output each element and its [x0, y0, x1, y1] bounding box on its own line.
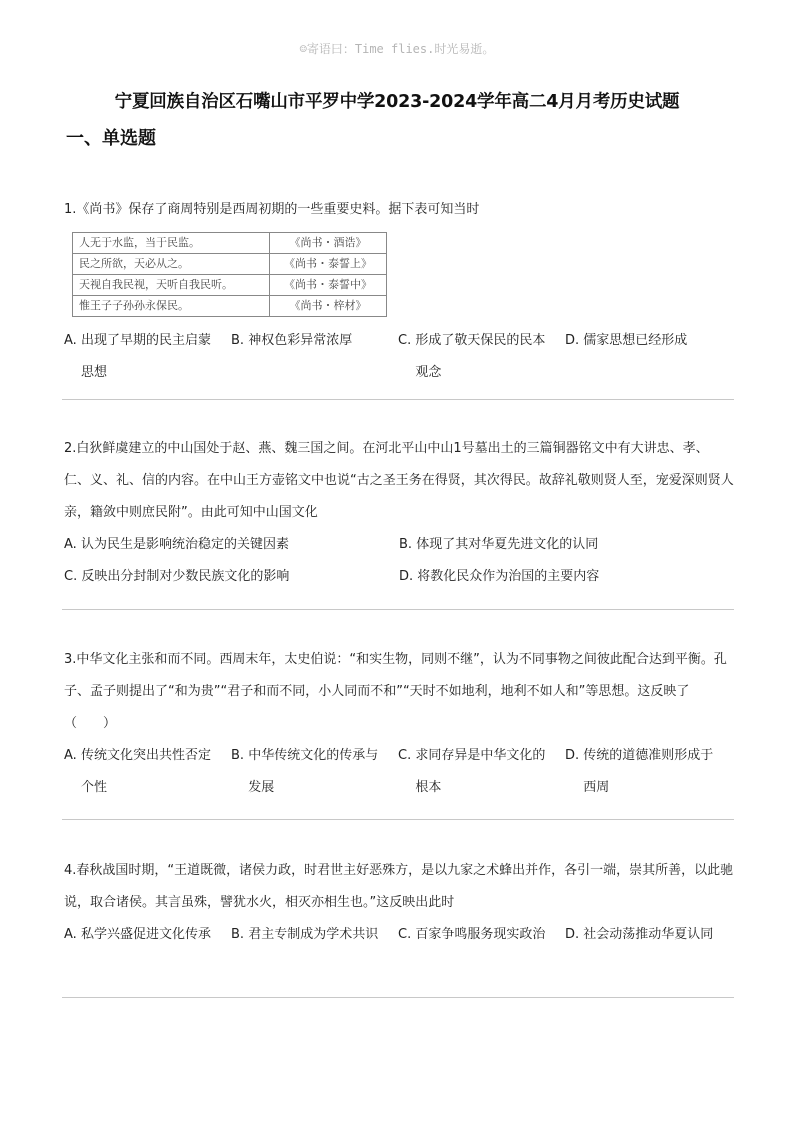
- option-letter: B.: [231, 333, 249, 348]
- option-text: 体现了其对华夏先进文化的认同: [416, 537, 599, 552]
- divider: [62, 997, 734, 998]
- question-stem: 2.白狄鲜虞建立的中山国处于赵、燕、魏三国之间。在河北平山中山1号墓出土的三篇铜器铭文中有大讲忠、孝、仁、义、礼、信的内容。在中山王方壶铭文中也说“古之圣王务在得贤，其次得民。故辞礼敬则贤人至，宠爱深则贤人亲，籍敛中则庶民附”。由此可知中山国文化: [64, 441, 734, 520]
- divider: [62, 399, 734, 400]
- table-cell-quote: 民之所欲，天必从之。: [73, 254, 270, 275]
- option-text: 传统的道德准则形成于西周: [583, 748, 714, 795]
- table-cell-source: 《尚书・酒诰》: [270, 233, 387, 254]
- option-text: 认为民生是影响统治稳定的关键因素: [80, 537, 289, 552]
- option-c[interactable]: [398, 325, 565, 389]
- option-letter: A.: [64, 333, 81, 348]
- question-stem: 4.春秋战国时期，“王道既微，诸侯力政，时君世主好恶殊方，是以九家之术蜂出并作，各引一端，崇其所善，以此驰说，取合诸侯。其言虽殊，譬犹水火，相灭亦相生也。”这反映出此时: [64, 863, 734, 910]
- table-cell-quote: 人无于水监，当于民监。: [73, 233, 270, 254]
- option-c[interactable]: [64, 561, 399, 593]
- document-title: 宁夏回族自治区石嘴山市平罗中学2023-2024学年高二4月月考历史试题: [114, 92, 680, 112]
- option-letter: D.: [565, 748, 584, 763]
- option-text: 中华传统文化的传承与发展: [248, 748, 379, 795]
- option-b[interactable]: [231, 919, 398, 951]
- option-c[interactable]: [398, 740, 565, 804]
- table-cell-source: 《尚书・泰誓上》: [270, 254, 387, 275]
- option-c[interactable]: [398, 919, 565, 951]
- options: [64, 325, 734, 389]
- option-text: 儒家思想已经形成: [583, 333, 688, 348]
- divider: [62, 819, 734, 820]
- option-d[interactable]: [565, 740, 732, 804]
- option-text: 君主专制成为学术共识: [248, 927, 379, 942]
- option-letter: C.: [398, 748, 416, 763]
- option-b[interactable]: [399, 529, 734, 561]
- option-b[interactable]: [231, 325, 398, 389]
- options: [64, 919, 734, 951]
- section-heading: 一、单选题: [66, 128, 156, 149]
- option-text: 社会动荡推动华夏认同: [583, 927, 714, 942]
- options: [64, 740, 734, 804]
- option-letter: C.: [64, 569, 82, 584]
- options: [64, 529, 734, 593]
- option-letter: C.: [398, 927, 416, 942]
- option-d[interactable]: [399, 561, 734, 593]
- table-cell-source: 《尚书・梓材》: [270, 296, 387, 317]
- option-letter: A.: [64, 748, 81, 763]
- option-text: 将教化民众作为治国的主要内容: [417, 569, 600, 584]
- table-cell-source: 《尚书・泰誓中》: [270, 275, 387, 296]
- option-a[interactable]: [64, 325, 231, 389]
- option-text: 形成了敬天保民的民本观念: [415, 333, 546, 380]
- option-a[interactable]: [64, 919, 231, 951]
- page-header-motto: ☺寄语曰：Time flies.时光易逝。: [299, 42, 495, 56]
- option-letter: B.: [231, 927, 249, 942]
- question-1: [64, 194, 734, 389]
- table-row: [73, 233, 387, 254]
- option-text: 出现了早期的民主启蒙思想: [80, 333, 211, 380]
- option-text: 神权色彩异常浓厚: [248, 333, 353, 348]
- option-letter: A.: [64, 927, 81, 942]
- table-cell-quote: 天视自我民视，天听自我民听。: [73, 275, 270, 296]
- option-letter: B.: [231, 748, 249, 763]
- option-letter: D.: [565, 927, 584, 942]
- option-text: 百家争鸣服务现实政治: [415, 927, 546, 942]
- option-letter: C.: [398, 333, 416, 348]
- option-letter: B.: [399, 537, 417, 552]
- question-2: [64, 433, 734, 593]
- option-letter: D.: [399, 569, 418, 584]
- table-cell-quote: 惟王子子孙孙永保民。: [73, 296, 270, 317]
- option-d[interactable]: [565, 325, 732, 389]
- question-3: [64, 644, 734, 804]
- question-stem: 1.《尚书》保存了商周特别是西周初期的一些重要史料。据下表可知当时: [64, 202, 480, 217]
- table-row: [73, 275, 387, 296]
- table-row: [73, 296, 387, 317]
- question-stem: 3.中华文化主张和而不同。西周末年，太史伯说：“和实生物，同则不继”，认为不同事物之间彼此配合达到平衡。孔子、孟子则提出了“和为贵”“君子和而不同，小人同而不和”“天时不如地利，地利不如人和”等思想。这反映了（ ）: [64, 652, 727, 731]
- option-text: 私学兴盛促进文化传承: [80, 927, 211, 942]
- option-b[interactable]: [231, 740, 398, 804]
- option-letter: D.: [565, 333, 584, 348]
- option-letter: A.: [64, 537, 81, 552]
- option-a[interactable]: [64, 740, 231, 804]
- divider: [62, 609, 734, 610]
- option-text: 传统文化突出共性否定个性: [80, 748, 211, 795]
- option-d[interactable]: [565, 919, 732, 951]
- option-text: 求同存异是中华文化的根本: [415, 748, 546, 795]
- table-row: [73, 254, 387, 275]
- source-table: [72, 232, 387, 317]
- option-a[interactable]: [64, 529, 399, 561]
- question-4: [64, 855, 734, 951]
- option-text: 反映出分封制对少数民族文化的影响: [81, 569, 290, 584]
